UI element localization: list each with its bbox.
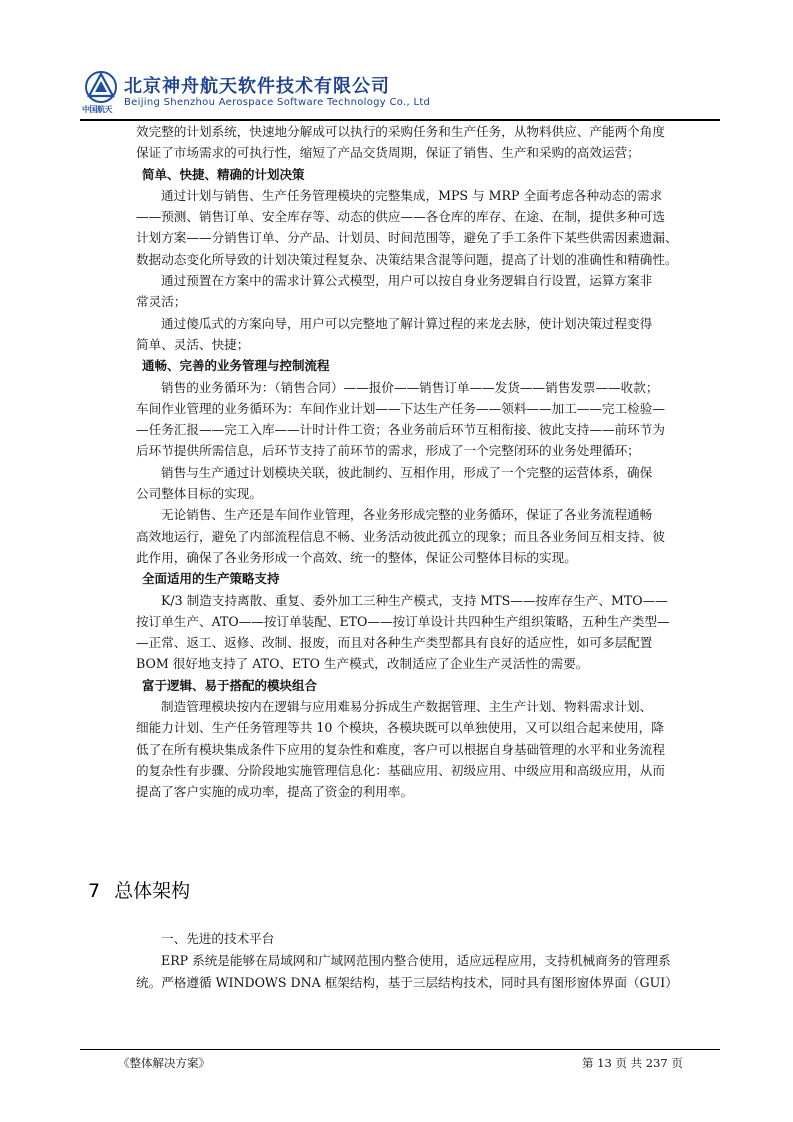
body-line: 的复杂性有步骤、分阶段地实施管理信息化：基础应用、初级应用、中级应用和高级应用，从而 — [136, 762, 665, 778]
body-line: 通过预置在方案中的需求计算公式模型，用户可以按自身业务逻辑自行设置，运算方案非 — [161, 273, 653, 289]
body-line: 简单、灵活、快捷； — [136, 336, 250, 352]
body-line: 后环节提供所需信息，后环节支持了前环节的需求，形成了一个完整闭环的业务处理循环； — [136, 443, 640, 459]
body-content — [136, 121, 720, 803]
subheading: 全面适用的生产策略支持 — [142, 571, 280, 587]
company-logo — [82, 70, 120, 116]
subheading: 通畅、完善的业务管理与控制流程 — [142, 358, 330, 374]
section-number: 7 — [88, 880, 101, 902]
body-line: 此作用，确保了各业务形成一个高效、统一的整体，保证公司整体目标的实现。 — [136, 549, 577, 565]
section-subtitle: 一、先进的技术平台 — [161, 931, 275, 946]
footer-doc-name: 《整体解决方案》 — [118, 1056, 210, 1070]
body-line: 保证了市场需求的可执行性，缩短了产品交货周期，保证了销售、生产和采购的高效运营； — [136, 145, 640, 161]
body-line: 低了在所有模块集成条件下应用的复杂性和难度，客户可以根据自身基础管理的水平和业务流程 — [136, 741, 665, 757]
body-line: 公司整体目标的实现。 — [136, 486, 262, 502]
body-line: 常灵活； — [136, 294, 187, 310]
company-name-cn: 北京神舟航天软件技术有限公司 — [124, 76, 390, 97]
body-line: 按订单生产、ATO——按订单装配、ETO——按订单设计共四种生产组织策略，五种生产类型— — [136, 613, 670, 629]
body-line: 车间作业管理的业务循环为：车间作业计划——下达生产任务——领料——加工——完工检验— — [136, 400, 665, 416]
body-line: 数据动态变化所导致的计划决策过程复杂、决策结果含混等问题，提高了计划的准确性和精确性。 — [136, 251, 678, 267]
subheading: 富于逻辑、易于搭配的模块组合 — [142, 677, 318, 693]
body-line: 计划方案——分销售订单、分产品、计划员、时间范围等，避免了手工条件下某些供需因素遗漏、 — [136, 230, 678, 246]
subheading: 简单、快捷、精确的计划决策 — [142, 166, 305, 182]
section-content — [136, 928, 720, 993]
body-line: 通过计划与销售、生产任务管理模块的完整集成，MPS 与 MRP 全面考虑各种动态的需求 — [161, 187, 663, 203]
logo-text: 中国航天 — [82, 105, 112, 114]
body-line: 销售与生产通过计划模块关联，彼此制约、互相作用，形成了一个完整的运营体系，确保 — [161, 464, 653, 480]
body-line: K/3 制造支持离散、重复、委外加工三种生产模式，支持 MTS——按库存生产、MTO—— — [161, 592, 668, 608]
page-header — [82, 70, 722, 118]
footer-divider — [80, 1049, 720, 1050]
company-name-en: Beijing Shenzhou Aerospace Software Technology Co., Ltd — [124, 97, 431, 108]
section-title: 总体架构 — [114, 880, 191, 902]
body-line: —正常、返工、返修、改制、报废，而且对各种生产类型都具有良好的适应性，如可多层配置 — [136, 635, 653, 651]
body-line: —任务汇报——完工入库——计时计件工资；各业务前后环节互相衔接、彼此支持——前环节为 — [136, 422, 665, 438]
body-line: 提高了客户实施的成功率，提高了资金的利用率。 — [136, 784, 414, 800]
body-line: 高效地运行，避免了内部流程信息不畅、业务活动彼此孤立的现象；而且各业务间互相支持、彼 — [136, 528, 665, 544]
body-line: 统。严格遵循 WINDOWS DNA 框架结构，基于三层结构技术，同时具有图形窗体界面（GUI） — [136, 974, 678, 990]
body-line: 通过傻瓜式的方案向导，用户可以完整地了解计算过程的来龙去脉，使计划决策过程变得 — [161, 315, 653, 331]
body-line: 效完整的计划系统，快速地分解成可以执行的采购任务和生产任务，从物料供应、产能两个角度 — [136, 124, 665, 139]
footer-page-number: 第 13 页 共 237 页 — [582, 1056, 683, 1070]
section-heading — [88, 876, 204, 903]
body-line: 无论销售、生产还是车间作业管理，各业务形成完整的业务循环，保证了各业务流程通畅 — [161, 507, 653, 523]
body-line: 细能力计划、生产任务管理等共 10 个模块，各模块既可以单独使用，又可以组合起来使用，降 — [136, 720, 664, 736]
body-line: 制造管理模块按内在逻辑与应用难易分拆成生产数据管理、主生产计划、物料需求计划、 — [161, 699, 653, 715]
aerospace-logo-icon — [82, 70, 120, 104]
body-line: ——预测、销售订单、安全库存等、动态的供应——各仓库的库存、在途、在制，提供多种可选 — [136, 209, 665, 225]
body-line: 销售的业务循环为：（销售合同）——报价——销售订单——发货——销售发票——收款； — [161, 379, 659, 395]
body-line: BOM 很好地支持了 ATO、ETO 生产模式，改制适应了企业生产灵活性的需要。 — [136, 656, 589, 672]
body-line: ERP 系统是能够在局域网和广域网范围内整合使用，适应远程应用，支持机械商务的管理系 — [161, 952, 671, 968]
